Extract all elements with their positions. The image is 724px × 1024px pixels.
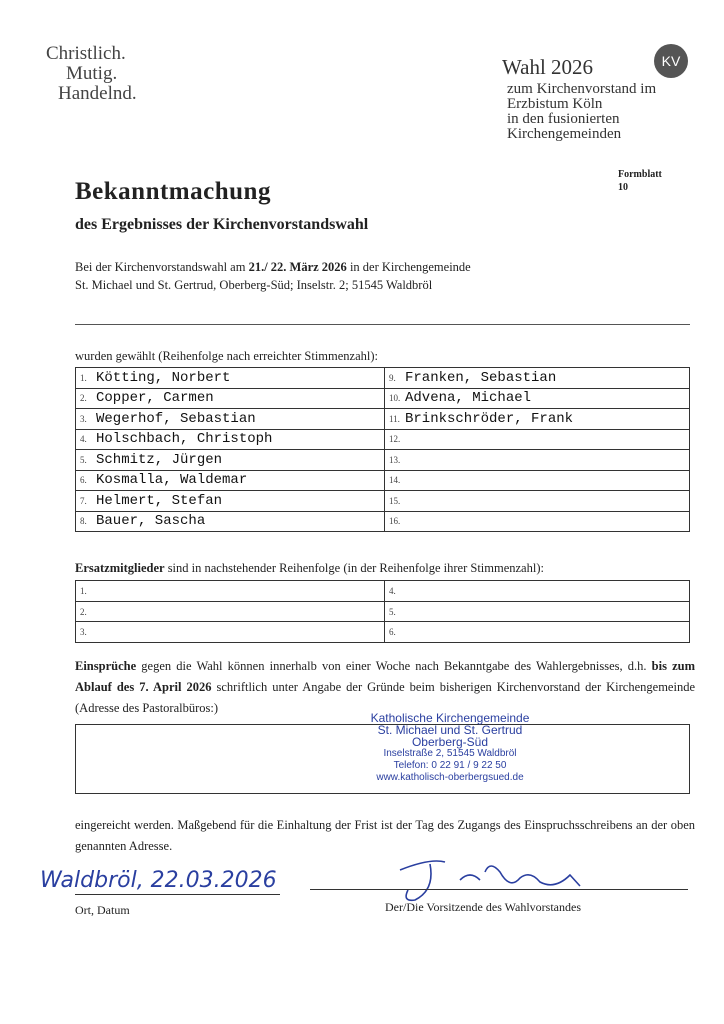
row-number: 5. (389, 606, 396, 617)
handwritten-place-date: Waldbröl, 22.03.2026 (40, 868, 277, 893)
substitutes-label (75, 561, 544, 576)
table-row (76, 388, 690, 409)
row-number: 10. (389, 393, 401, 404)
table-row (76, 622, 690, 643)
member-name: Kosmalla, Waldemar (96, 472, 248, 489)
formblatt (618, 168, 662, 194)
wahl-sub-line: zum Kirchenvorstand im (507, 81, 657, 97)
signature-line (310, 889, 688, 890)
elected-label: wurden gewählt (Reihenfolge nach erreichter Stimmenzahl): (75, 349, 379, 363)
member-name: Advena, Michael (405, 390, 532, 407)
row-number: 4. (80, 434, 87, 445)
substitutes-table (75, 580, 690, 643)
member-name: Copper, Carmen (96, 390, 214, 407)
table-row (76, 511, 690, 532)
kv-badge: KV (654, 44, 688, 78)
election-date: 21./ 22. März 2026 (248, 260, 347, 274)
member-name: Brinkschröder, Frank (405, 410, 574, 427)
slogan (46, 44, 137, 104)
stamp-line: Telefon: 0 22 91 / 9 22 50 (393, 760, 507, 771)
objection-text (75, 656, 695, 719)
table-row (76, 429, 690, 450)
parish-stamp (330, 712, 570, 784)
wahl-sub-line: in den fusionierten (507, 111, 620, 127)
row-number: 3. (80, 627, 87, 638)
table-row (76, 601, 690, 622)
intro-pre: Bei der Kirchenvorstandswahl am (75, 260, 249, 274)
objection-part: gegen die Wahl können innerhalb von einer Woche nach Bekanntgabe des Wahlergebnisses, d.h. (136, 659, 652, 673)
slogan-line: Handelnd. (58, 83, 137, 104)
deadline: bis zum Ablauf des 7. April 2026 (75, 659, 695, 694)
row-number: 1. (80, 372, 87, 383)
row-number: 12. (389, 434, 401, 445)
table-row (76, 470, 690, 491)
row-number: 16. (389, 516, 401, 527)
page-subtitle: des Ergebnisses der Kirchenvorstandswahl (75, 216, 369, 233)
member-name: Wegerhof, Sebastian (96, 410, 256, 427)
substitutes-label-rest: sind in nachstehender Reihenfolge (in der Reihenfolge ihrer Stimmenzahl): (164, 561, 544, 575)
row-number: 8. (80, 516, 87, 527)
member-name: Helmert, Stefan (96, 492, 223, 509)
formblatt-label: Formblatt (618, 169, 662, 180)
intro-text (75, 258, 471, 294)
row-number: 11. (389, 413, 400, 424)
slogan-line: Christlich. (46, 43, 126, 64)
row-number: 13. (389, 454, 401, 465)
member-name: Bauer, Sascha (96, 513, 206, 530)
row-number: 2. (80, 393, 87, 404)
member-name: Holschbach, Christoph (96, 431, 273, 448)
signature-label: Der/Die Vorsitzende des Wahlvorstandes (385, 900, 581, 914)
divider (75, 324, 690, 325)
formblatt-number: 10 (618, 182, 628, 193)
wahl-sub-line: Erzbistum Köln (507, 96, 603, 112)
row-number: 14. (389, 475, 401, 486)
table-row (76, 409, 690, 430)
table-row (76, 368, 690, 389)
table-row (76, 581, 690, 602)
row-number: 6. (389, 627, 396, 638)
place-date-line (75, 894, 280, 895)
stamp-line: St. Michael und St. Gertrud (377, 723, 523, 737)
row-number: 3. (80, 413, 87, 424)
wahl-subtitle (507, 82, 656, 142)
objection-part: schriftlich unter Angabe der Gründe beim bisherigen Kirchenvorstand der Kirchengemeinde (Adresse des Pastoralbüros:) (75, 680, 695, 715)
wahl-sub-line: Kirchengemeinden (507, 126, 622, 142)
member-name: Franken, Sebastian (405, 369, 557, 386)
place-date-label: Ort, Datum (75, 903, 130, 917)
row-number: 7. (80, 495, 87, 506)
table-row (76, 491, 690, 512)
parish-address: St. Michael und St. Gertrud, Oberberg-Süd; Inselstr. 2; 51545 Waldbröl (75, 278, 433, 292)
stamp-line: Oberberg-Süd (411, 735, 489, 749)
row-number: 5. (80, 454, 87, 465)
page-title: Bekanntmachung (75, 178, 271, 205)
objection-bold: Einsprüche (75, 659, 137, 673)
row-number: 2. (80, 606, 87, 617)
row-number: 1. (80, 586, 87, 597)
row-number: 6. (80, 475, 87, 486)
wahl-title: Wahl 2026 (502, 55, 594, 79)
stamp-line: Inselstraße 2, 51545 Waldbröl (383, 748, 517, 759)
intro-post: in der Kirchengemeinde (346, 260, 471, 274)
member-name: Kötting, Norbert (96, 369, 231, 386)
closing-text: eingereicht werden. Maßgebend für die Einhaltung der Frist ist der Tag des Zugangs des Einspruchsschreibens an der oben genannten Adresse. (75, 818, 695, 853)
row-number: 15. (389, 495, 401, 506)
stamp-line: Katholische Kirchengemeinde (370, 711, 530, 725)
substitutes-label-bold: Ersatzmitglieder (75, 561, 165, 575)
elected-table (75, 367, 690, 532)
row-number: 9. (389, 372, 396, 383)
row-number: 4. (389, 586, 396, 597)
member-name: Schmitz, Jürgen (96, 451, 223, 468)
table-row (76, 450, 690, 471)
slogan-line: Mutig. (66, 63, 118, 84)
stamp-line: www.katholisch-oberbergsued.de (376, 772, 524, 783)
